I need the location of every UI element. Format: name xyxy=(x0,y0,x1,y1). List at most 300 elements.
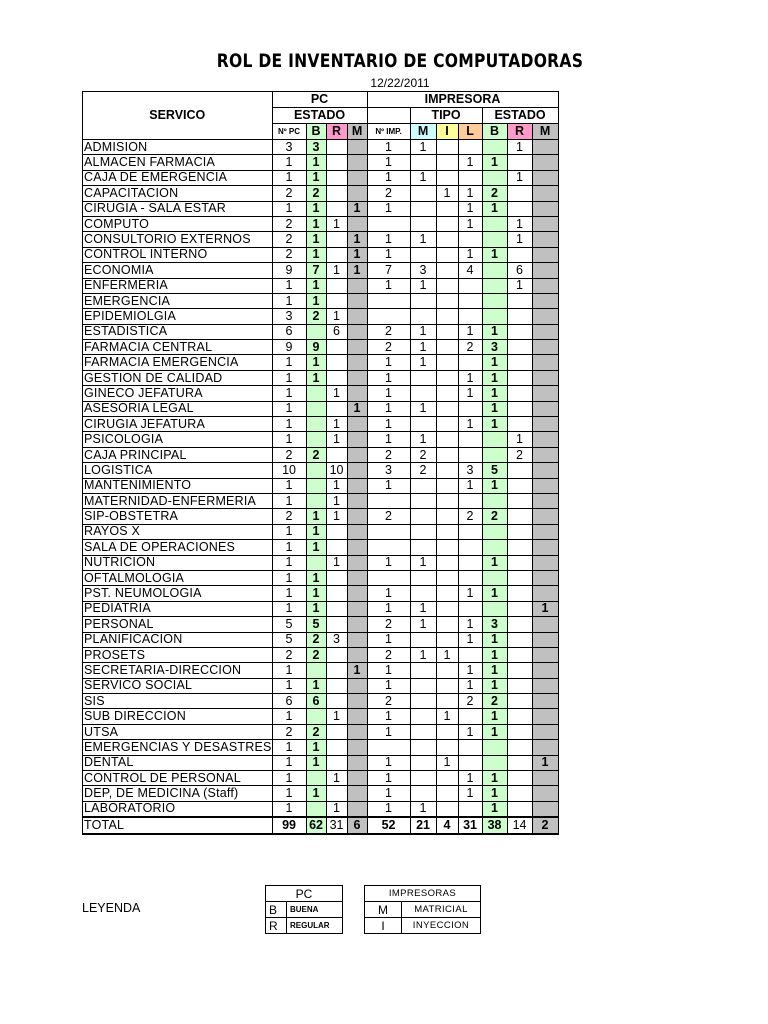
cell-n-pc: 3 xyxy=(272,140,306,155)
cell-imp-m: 2 xyxy=(532,817,558,833)
cell-pc-m xyxy=(347,155,367,170)
cell-tipo-l xyxy=(458,524,482,539)
legend-pc-r: R xyxy=(266,918,287,934)
cell-servicio: DEP, DE MEDICINA (Staff) xyxy=(83,786,273,801)
cell-pc-m xyxy=(347,417,367,432)
legend-imp-i-desc: INYECCION xyxy=(402,918,481,934)
cell-pc-b xyxy=(306,801,326,817)
cell-tipo-i xyxy=(436,201,458,216)
cell-pc-b: 1 xyxy=(306,155,326,170)
cell-imp-b: 1 xyxy=(482,586,507,601)
cell-pc-m xyxy=(347,755,367,770)
cell-imp-r xyxy=(507,186,532,201)
cell-servicio: SALA DE OPERACIONES xyxy=(83,540,273,555)
cell-tipo-m xyxy=(410,493,436,508)
cell-imp-r xyxy=(507,724,532,739)
cell-pc-m xyxy=(347,278,367,293)
cell-tipo-m xyxy=(410,524,436,539)
cell-servicio: GINECO JEFATURA xyxy=(83,386,273,401)
cell-imp-b: 5 xyxy=(482,463,507,478)
header-imp-estado: ESTADO xyxy=(482,108,558,124)
cell-tipo-i: 1 xyxy=(436,709,458,724)
cell-tipo-l xyxy=(458,232,482,247)
cell-n-pc: 2 xyxy=(272,447,306,462)
cell-servicio: PROSETS xyxy=(83,647,273,662)
cell-pc-r xyxy=(326,647,347,662)
cell-tipo-l xyxy=(458,755,482,770)
cell-imp-r: 1 xyxy=(507,232,532,247)
legend-imp-m: M xyxy=(365,902,402,918)
cell-imp-r xyxy=(507,801,532,817)
table-row xyxy=(83,186,559,201)
cell-n-imp: 1 xyxy=(367,386,410,401)
table-row xyxy=(83,617,559,632)
cell-tipo-l: 1 xyxy=(458,324,482,339)
cell-n-pc: 10 xyxy=(272,463,306,478)
cell-imp-b xyxy=(482,140,507,155)
cell-imp-m xyxy=(532,540,558,555)
cell-imp-r xyxy=(507,647,532,662)
cell-tipo-l xyxy=(458,401,482,416)
cell-n-imp: 2 xyxy=(367,509,410,524)
cell-n-imp: 1 xyxy=(367,663,410,678)
cell-servicio: UTSA xyxy=(83,724,273,739)
header-pc-r: R xyxy=(326,124,347,140)
cell-pc-m: 1 xyxy=(347,263,367,278)
cell-imp-r: 1 xyxy=(507,170,532,185)
cell-imp-m xyxy=(532,694,558,709)
cell-pc-b xyxy=(306,709,326,724)
cell-n-pc: 1 xyxy=(272,801,306,817)
cell-pc-b: 2 xyxy=(306,186,326,201)
cell-n-imp: 2 xyxy=(367,617,410,632)
cell-n-imp: 2 xyxy=(367,340,410,355)
cell-servicio: EMERGENCIAS Y DESASTRES xyxy=(84,739,272,754)
cell-imp-m xyxy=(532,216,558,231)
cell-pc-r xyxy=(326,786,347,801)
table-row xyxy=(83,647,559,662)
header-tipo-l: L xyxy=(458,124,482,140)
table-row xyxy=(83,355,559,370)
cell-pc-m xyxy=(347,170,367,185)
cell-tipo-i xyxy=(436,140,458,155)
legend-pc-r-desc: REGULAR xyxy=(287,918,343,934)
cell-imp-r xyxy=(507,370,532,385)
cell-pc-b xyxy=(306,555,326,570)
cell-tipo-i xyxy=(436,370,458,385)
cell-pc-b xyxy=(306,493,326,508)
cell-tipo-i xyxy=(436,786,458,801)
cell-tipo-l xyxy=(458,555,482,570)
cell-tipo-m: 3 xyxy=(410,263,436,278)
cell-servicio: SERVICO SOCIAL xyxy=(83,678,273,693)
cell-imp-r xyxy=(507,586,532,601)
cell-pc-m xyxy=(347,140,367,155)
table-row xyxy=(83,524,559,539)
cell-pc-m xyxy=(347,570,367,585)
cell-tipo-l: 1 xyxy=(458,586,482,601)
cell-n-pc: 1 xyxy=(272,201,306,216)
cell-servicio: CIRUGIA - SALA ESTAR xyxy=(83,201,273,216)
cell-tipo-l xyxy=(458,432,482,447)
cell-servicio: MANTENIMIENTO xyxy=(83,478,273,493)
cell-imp-b xyxy=(482,493,507,508)
cell-tipo-l: 1 xyxy=(458,724,482,739)
cell-n-pc: 6 xyxy=(272,694,306,709)
cell-pc-m xyxy=(347,386,367,401)
cell-imp-m xyxy=(532,417,558,432)
cell-imp-r xyxy=(507,355,532,370)
table-row xyxy=(83,216,559,231)
cell-pc-m xyxy=(347,447,367,462)
cell-imp-b: 1 xyxy=(482,386,507,401)
cell-pc-b: 1 xyxy=(306,786,326,801)
cell-imp-m xyxy=(532,340,558,355)
table-row xyxy=(83,155,559,170)
cell-pc-r: 1 xyxy=(326,263,347,278)
header-tipo: TIPO xyxy=(410,108,482,124)
cell-imp-m xyxy=(532,524,558,539)
cell-tipo-l xyxy=(458,540,482,555)
cell-pc-m: 1 xyxy=(347,247,367,262)
cell-imp-m xyxy=(532,617,558,632)
cell-tipo-i xyxy=(436,663,458,678)
header-n-pc: Nº PC xyxy=(272,124,306,140)
cell-n-pc: 1 xyxy=(272,417,306,432)
cell-pc-m: 6 xyxy=(347,817,367,833)
cell-tipo-m xyxy=(410,386,436,401)
cell-imp-b xyxy=(482,740,507,755)
cell-pc-r xyxy=(326,678,347,693)
table-row xyxy=(83,694,559,709)
cell-n-pc: 1 xyxy=(272,601,306,616)
cell-imp-m xyxy=(532,786,558,801)
cell-tipo-m: 1 xyxy=(410,601,436,616)
cell-pc-b xyxy=(306,432,326,447)
cell-n-pc: 1 xyxy=(272,771,306,786)
cell-tipo-m xyxy=(410,709,436,724)
cell-n-imp: 1 xyxy=(367,417,410,432)
header-imp-m: M xyxy=(532,124,558,140)
cell-pc-m xyxy=(347,647,367,662)
cell-imp-b: 1 xyxy=(482,201,507,216)
cell-tipo-l: 1 xyxy=(458,216,482,231)
cell-tipo-m xyxy=(410,663,436,678)
cell-tipo-m xyxy=(410,586,436,601)
cell-imp-r: 2 xyxy=(507,447,532,462)
cell-servicio: CONTROL DE PERSONAL xyxy=(83,771,273,786)
cell-imp-m xyxy=(532,401,558,416)
cell-imp-r: 1 xyxy=(507,432,532,447)
cell-n-pc: 6 xyxy=(272,324,306,339)
cell-tipo-i xyxy=(436,170,458,185)
cell-pc-b: 1 xyxy=(306,216,326,231)
cell-imp-b: 1 xyxy=(482,647,507,662)
cell-servicio: ENFERMERIA xyxy=(83,278,273,293)
header-n-imp: Nº IMP. xyxy=(367,124,410,140)
legend-label: LEYENDA xyxy=(82,901,141,915)
cell-imp-b xyxy=(482,309,507,324)
cell-pc-m xyxy=(347,309,367,324)
cell-imp-m xyxy=(532,278,558,293)
cell-imp-m xyxy=(532,140,558,155)
table-row xyxy=(83,493,559,508)
cell-imp-r: 6 xyxy=(507,263,532,278)
cell-tipo-m xyxy=(410,293,436,308)
cell-n-pc: 1 xyxy=(272,663,306,678)
cell-n-imp: 1 xyxy=(367,771,410,786)
cell-pc-m xyxy=(347,786,367,801)
cell-n-imp: 1 xyxy=(367,478,410,493)
table-row xyxy=(83,340,559,355)
cell-imp-m xyxy=(532,263,558,278)
cell-pc-b xyxy=(306,386,326,401)
cell-pc-m xyxy=(347,432,367,447)
cell-tipo-i xyxy=(436,724,458,739)
table-row xyxy=(83,401,559,416)
cell-servicio: CONSULTORIO EXTERNOS xyxy=(83,232,273,247)
cell-pc-r: 31 xyxy=(326,817,347,833)
cell-imp-m xyxy=(532,201,558,216)
cell-imp-r xyxy=(507,155,532,170)
cell-tipo-l xyxy=(458,493,482,508)
cell-imp-m xyxy=(532,740,558,755)
cell-tipo-i xyxy=(436,432,458,447)
cell-tipo-m xyxy=(410,724,436,739)
cell-pc-r xyxy=(326,570,347,585)
cell-n-imp: 1 xyxy=(367,170,410,185)
table-row xyxy=(83,370,559,385)
cell-imp-r xyxy=(507,509,532,524)
cell-imp-r xyxy=(507,417,532,432)
cell-tipo-m: 1 xyxy=(410,324,436,339)
cell-pc-b: 7 xyxy=(306,263,326,278)
cell-imp-b: 1 xyxy=(482,324,507,339)
cell-n-imp: 1 xyxy=(367,801,410,817)
cell-imp-m xyxy=(532,386,558,401)
cell-pc-r xyxy=(326,694,347,709)
header-imp-r: R xyxy=(507,124,532,140)
cell-imp-r xyxy=(507,478,532,493)
cell-tipo-l xyxy=(458,601,482,616)
cell-imp-m xyxy=(532,709,558,724)
cell-pc-b: 1 xyxy=(306,586,326,601)
cell-tipo-i: 1 xyxy=(436,647,458,662)
cell-imp-m xyxy=(532,170,558,185)
cell-tipo-i xyxy=(436,278,458,293)
cell-n-pc: 5 xyxy=(272,632,306,647)
cell-pc-b: 1 xyxy=(306,278,326,293)
cell-servicio: NUTRICION xyxy=(83,555,273,570)
cell-pc-r xyxy=(326,401,347,416)
cell-tipo-m: 1 xyxy=(410,232,436,247)
cell-n-pc: 1 xyxy=(272,540,306,555)
cell-tipo-l: 2 xyxy=(458,694,482,709)
cell-pc-m xyxy=(347,524,367,539)
cell-tipo-l xyxy=(458,740,482,755)
cell-tipo-m xyxy=(410,740,436,755)
cell-n-imp xyxy=(367,570,410,585)
cell-pc-r xyxy=(326,524,347,539)
cell-imp-b: 1 xyxy=(482,771,507,786)
cell-tipo-i xyxy=(436,570,458,585)
cell-pc-r xyxy=(326,586,347,601)
cell-pc-r xyxy=(326,232,347,247)
cell-n-imp: 2 xyxy=(367,694,410,709)
header-pc-estado: ESTADO xyxy=(272,108,367,124)
cell-servicio: PLANIFICACION xyxy=(83,632,273,647)
table-row xyxy=(83,663,559,678)
cell-imp-b: 38 xyxy=(482,817,507,833)
cell-tipo-m: 1 xyxy=(410,647,436,662)
cell-servicio: PERSONAL xyxy=(83,617,273,632)
cell-n-imp: 2 xyxy=(367,647,410,662)
cell-imp-m xyxy=(532,355,558,370)
cell-pc-b xyxy=(306,463,326,478)
page-title: ROL DE INVENTARIO DE COMPUTADORAS xyxy=(216,50,584,72)
cell-n-imp: 1 xyxy=(367,601,410,616)
cell-tipo-l: 1 xyxy=(458,786,482,801)
cell-n-imp: 1 xyxy=(367,709,410,724)
cell-tipo-l xyxy=(458,447,482,462)
cell-n-pc: 5 xyxy=(272,617,306,632)
cell-pc-m xyxy=(347,293,367,308)
cell-imp-b xyxy=(482,432,507,447)
cell-pc-b: 1 xyxy=(306,247,326,262)
cell-imp-r xyxy=(507,771,532,786)
cell-imp-r xyxy=(507,201,532,216)
cell-imp-b xyxy=(482,263,507,278)
cell-imp-b: 1 xyxy=(482,155,507,170)
cell-tipo-m: 1 xyxy=(410,555,436,570)
cell-pc-m xyxy=(347,540,367,555)
header-tipo-i: I xyxy=(436,124,458,140)
cell-servicio: ALMACEN FARMACIA xyxy=(83,155,273,170)
header-pc: PC xyxy=(272,92,367,108)
cell-imp-m xyxy=(532,309,558,324)
cell-n-pc: 2 xyxy=(272,647,306,662)
cell-imp-b: 1 xyxy=(482,417,507,432)
cell-servicio: RAYOS X xyxy=(83,524,273,539)
cell-imp-m xyxy=(532,632,558,647)
cell-pc-m xyxy=(347,324,367,339)
cell-tipo-l xyxy=(458,570,482,585)
cell-pc-b xyxy=(306,771,326,786)
cell-tipo-i xyxy=(436,232,458,247)
cell-imp-r xyxy=(507,694,532,709)
cell-pc-m xyxy=(347,509,367,524)
cell-n-pc: 1 xyxy=(272,432,306,447)
cell-pc-r xyxy=(326,540,347,555)
cell-pc-r: 10 xyxy=(326,463,347,478)
cell-tipo-i xyxy=(436,417,458,432)
cell-imp-b xyxy=(482,170,507,185)
cell-pc-m: 1 xyxy=(347,232,367,247)
cell-imp-m xyxy=(532,293,558,308)
cell-imp-m xyxy=(532,678,558,693)
cell-tipo-m: 1 xyxy=(410,170,436,185)
cell-imp-b: 1 xyxy=(482,247,507,262)
cell-tipo-i xyxy=(436,324,458,339)
cell-pc-m xyxy=(347,216,367,231)
cell-pc-b: 1 xyxy=(306,601,326,616)
cell-servicio: GESTION DE CALIDAD xyxy=(83,370,273,385)
cell-tipo-l: 1 xyxy=(458,678,482,693)
cell-imp-b: 1 xyxy=(482,355,507,370)
cell-pc-b: 1 xyxy=(306,293,326,308)
cell-imp-m xyxy=(532,586,558,601)
cell-imp-m xyxy=(532,186,558,201)
cell-imp-m xyxy=(532,324,558,339)
cell-imp-m xyxy=(532,663,558,678)
cell-tipo-l: 3 xyxy=(458,463,482,478)
cell-tipo-i xyxy=(436,601,458,616)
cell-n-pc: 1 xyxy=(272,709,306,724)
cell-n-imp: 1 xyxy=(367,401,410,416)
cell-n-pc: 1 xyxy=(272,278,306,293)
cell-n-pc: 1 xyxy=(272,755,306,770)
cell-pc-m xyxy=(347,463,367,478)
cell-tipo-m xyxy=(410,755,436,770)
cell-n-pc: 2 xyxy=(272,216,306,231)
cell-n-pc: 9 xyxy=(272,340,306,355)
cell-n-imp: 2 xyxy=(367,186,410,201)
cell-servicio: CAPACITACION xyxy=(83,186,273,201)
cell-servicio: COMPUTO xyxy=(83,216,273,231)
cell-imp-m xyxy=(532,247,558,262)
cell-n-imp: 1 xyxy=(367,632,410,647)
cell-imp-b: 1 xyxy=(482,801,507,817)
cell-servicio: CAJA PRINCIPAL xyxy=(83,447,273,462)
cell-tipo-l: 1 xyxy=(458,186,482,201)
cell-pc-m xyxy=(347,186,367,201)
header-servicio: SERVICO xyxy=(83,92,273,140)
cell-tipo-l: 2 xyxy=(458,509,482,524)
cell-n-imp: 1 xyxy=(367,155,410,170)
cell-imp-b xyxy=(482,570,507,585)
total-row xyxy=(83,817,559,833)
cell-pc-m xyxy=(347,709,367,724)
cell-imp-m xyxy=(532,509,558,524)
cell-tipo-i xyxy=(436,478,458,493)
cell-pc-r xyxy=(326,755,347,770)
cell-n-pc: 2 xyxy=(272,186,306,201)
cell-imp-b xyxy=(482,216,507,231)
cell-pc-r: 1 xyxy=(326,493,347,508)
cell-tipo-l xyxy=(458,801,482,817)
cell-tipo-m xyxy=(410,771,436,786)
cell-servicio: SECRETARIA-DIRECCION xyxy=(83,663,273,678)
cell-tipo-i xyxy=(436,263,458,278)
cell-pc-m xyxy=(347,493,367,508)
header-imp-b: B xyxy=(482,124,507,140)
table-row xyxy=(83,293,559,308)
cell-tipo-l: 1 xyxy=(458,386,482,401)
cell-pc-b: 2 xyxy=(306,647,326,662)
cell-tipo-m: 1 xyxy=(410,401,436,416)
cell-n-pc: 99 xyxy=(272,817,306,833)
cell-imp-b: 1 xyxy=(482,478,507,493)
cell-imp-b: 2 xyxy=(482,694,507,709)
cell-tipo-m xyxy=(410,309,436,324)
cell-n-pc: 2 xyxy=(272,232,306,247)
cell-pc-r: 3 xyxy=(326,632,347,647)
cell-tipo-m: 1 xyxy=(410,355,436,370)
legend-imp-i: I xyxy=(365,918,402,934)
cell-tipo-m xyxy=(410,247,436,262)
cell-servicio: TOTAL xyxy=(83,817,273,833)
cell-imp-r xyxy=(507,709,532,724)
